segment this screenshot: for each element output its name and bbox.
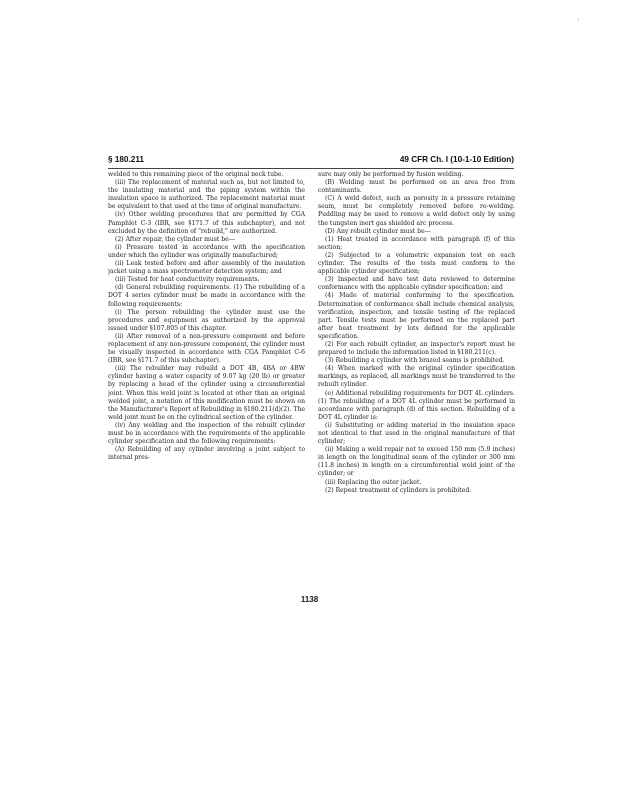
paragraph: sure may only be performed by fusion welding. [318,171,464,178]
paragraph: (iv) Other welding procedures that are permitted by CGA Pamphlet C-3 (IBR, see §171.7 of this subchapter), and not excluded by the definition of "rebuild," are authorized. [108,211,305,235]
paragraph: (4) Made of material conforming to the specification. Determination of conformance shall include chemical analysis, verification, inspection, and tensile testing of the replaced part. Tensile tests must be performed on the replaced part after heat treatment by lots defined for the applicable specification. [318,292,515,340]
paragraph: welded to this remaining piece of the original neck tube. [108,171,284,178]
header-rule [108,168,514,169]
left-column [108,171,305,591]
paragraph: (2) Repeat treatment of cylinders is prohibited. [325,486,472,494]
paragraph: (iii) The rebuilder may rebuild a DOT 4B, 4BA or 4BW cylinder having a water capacity of 9.07 kg (20 lb) or greater by replacing a head of the cylinder using a circumferential joint. When this weld joint is located at other than an original welded joint, a notation of this modification must be shown on the Manufacturer's Report of Rebuilding in §180.211(d)(2). The weld joint must be on the cylindrical section of the cylinder. [108,365,305,421]
paragraph: (D) Any rebuilt cylinder must be— [325,227,431,235]
page-number: 1138 [300,595,319,604]
paragraph: (3) Inspected and have test data reviewed to determine conformance with the applicable cylinder specification; and [318,276,515,292]
paragraph: (d) General rebuilding requirements. (1) The rebuilding of a DOT 4 series cylinder must be made in accordance with the following requirements: [108,284,305,308]
cfr-title: 49 CFR Ch. I (10-1-10 Edition) [399,155,514,164]
paragraph: (iii) Replacing the outer jacket. [325,478,422,486]
paragraph: (B) Welding must be performed on an area free from contaminants. [318,179,515,195]
paragraph: (3) Rebuilding a cylinder with brazed seams is prohibited. [325,357,505,365]
paragraph: (e) Additional rebuilding requirements for DOT 4L cylinders. (1) The rebuilding of a DOT 4L cylinder must be performed in accordance with paragraph (d) of this section. Rebuilding of a DOT 4L cylinder is: [318,389,515,421]
paragraph: (ii) After removal of a non-pressure component and before replacement of any non-pressure component, the cylinder must be visually inspected in accordance with CGA Pamphlet C-6 (IBR, see §171.7 of this subchapter). [108,332,305,365]
paragraph: (2) For each rebuilt cylinder, an inspector's report must be prepared to include the information listed in §180.211(c). [318,340,515,357]
paragraph: (i) The person rebuilding the cylinder must use the procedures and equipment as authorized by the approval issued under §107.805 of this chapter. [108,308,305,332]
paragraph: (i) Pressure tested in accordance with the specification under which the cylinder was originally manufactured; [108,243,305,259]
paragraph: (C) A weld defect, such as porosity in a pressure retaining seam, must be completely removed before re-welding. Puddling may be used to remove a weld defect only by using the tungsten inert gas shielded arc process. [318,195,515,227]
paragraph: (iv) Any welding and the inspection of the rebuilt cylinder must be in accordance with the requirements of the applicable cylinder specification and the following requirements: [108,421,305,446]
right-column [318,171,515,591]
paragraph: (2) After repair, the cylinder must be— [115,235,235,243]
paragraph: (4) When marked with the original cylinder specification markings, as replaced, all markings must be transferred to the rebuilt cylinder. [318,365,515,389]
section-number: § 180.211 [108,155,144,164]
paragraph: (iii) Tested for heat conductivity requirements. [115,276,260,284]
paragraph: (A) Rebuilding of any cylinder involving a joint subject to internal pres- [108,446,305,462]
paragraph: (2) Subjected to a volumetric expansion test on each cylinder. The results of the tests must conform to the applicable cylinder specification; [318,251,515,276]
paragraph: (iii) The replacement of material such as, but not limited to, the insulating material and the piping system within the insulation space is authorized. The replacement material must be equivalent to that used at the time of original manufacture. [108,179,305,211]
paragraph: (1) Heat treated in accordance with paragraph (f) of this section; [318,235,515,251]
running-header [108,155,514,164]
paragraph: (ii) Making a weld repair not to exceed 150 mm (5.9 inches) in length on the longitudinal seam of the cylinder or 300 mm (11.8 inches) in length on a circumferential weld joint of the cylinder; or [318,446,515,478]
paragraph: (ii) Leak tested before and after assembly of the insulation jacket using a mass spectrometer detection system; and [108,260,305,276]
corner-mark: ' [577,18,579,26]
paragraph: (i) Substituting or adding material in the insulation space not identical to that used in the original manufacture of that cylinder; [318,421,515,446]
